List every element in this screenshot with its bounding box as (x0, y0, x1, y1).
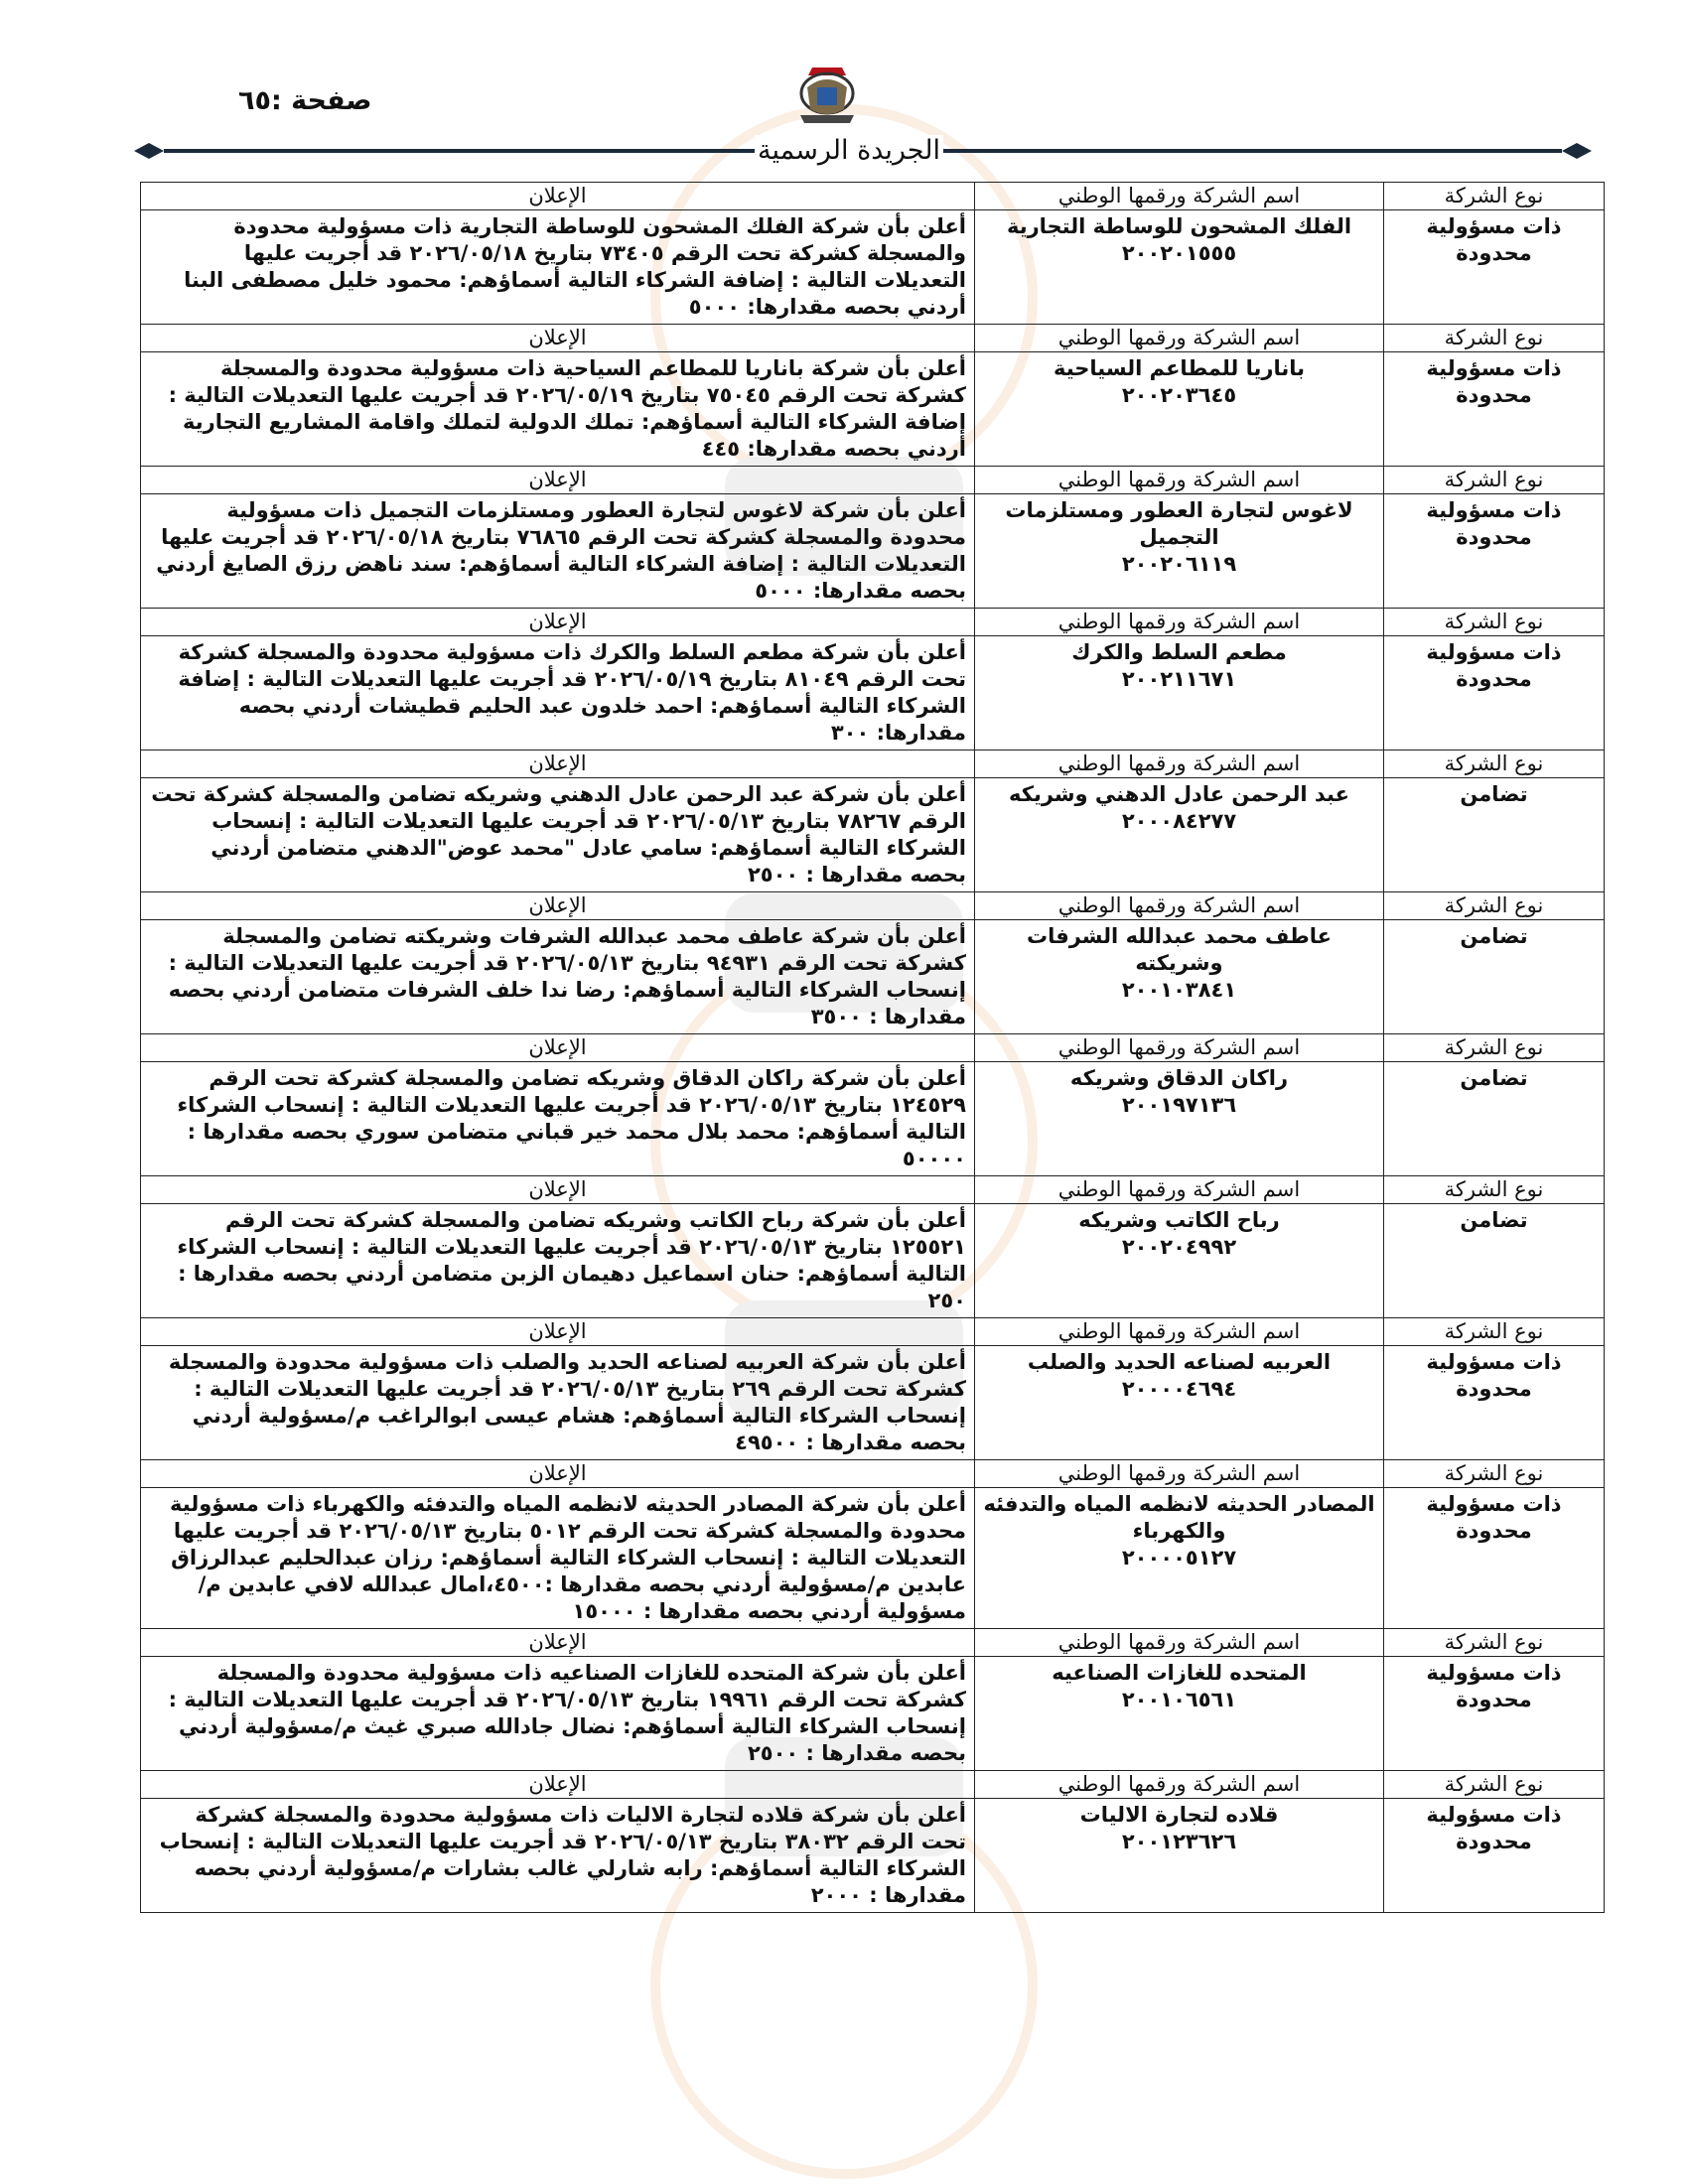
company-name: عاطف محمد عبدالله الشرفات وشريكته (1027, 924, 1332, 975)
national-id: ٢٠٠٢٠٦١١٩ (1121, 552, 1237, 576)
header-notice: الإعلان (141, 1460, 975, 1488)
header-name: اسم الشركة ورقمها الوطني (975, 183, 1384, 210)
company-name: الفلك المشحون للوساطة التجارية (1006, 214, 1352, 238)
company-name-cell (975, 1346, 1384, 1460)
announcement-row (141, 778, 1605, 892)
company-type: تضامن (1384, 1204, 1605, 1318)
company-name-cell (975, 636, 1384, 751)
company-name: باناريا للمطاعم السياحية (1053, 356, 1306, 380)
header-row (141, 1176, 1605, 1204)
company-type: ذات مسؤولية محدودة (1384, 636, 1605, 751)
company-type: ذات مسؤولية محدودة (1384, 1488, 1605, 1629)
announcement-text: أعلن بأن شركة عاطف محمد عبدالله الشرفات وشريكته تضامن والمسجلة كشركة تحت الرقم ٩٤٩٣١ بتاريخ ٢٠٢٦/٠٥/١٣ قد أجريت عليها التعديلات التالية : إنسحاب الشركاء التالية أسماؤهم: رضا ندا خلف الشرفات متضامن أردني بحصه مقدارها : ٣٥٠٠ (141, 920, 975, 1034)
national-id: ٢٠٠٠٠٥١٢٧ (1121, 1546, 1237, 1570)
company-name-cell (975, 1062, 1384, 1176)
national-id: ٢٠٠٢١١٦٧١ (1121, 667, 1237, 691)
announcement-text: أعلن بأن شركة المصادر الحديثه لانظمه المياه والتدفئه والكهرباء ذات مسؤولية محدودة والمسجلة كشركة تحت الرقم ٥٠١٢ بتاريخ ٢٠٢٦/٠٥/١٣ قد أجريت عليها التعديلات التالية : إنسحاب الشركاء التالية أسماؤهم: رزان عبدالحليم عبدالرزاق عابدين م/مسؤولية أردني بحصه مقدارها :٤٥٠٠،امال عبدالله لافي عابدين م/مسؤولية أردني بحصه مقدارها : ١٥٠٠٠ (141, 1488, 975, 1629)
header-name: اسم الشركة ورقمها الوطني (975, 1176, 1384, 1204)
company-name-cell (975, 1657, 1384, 1771)
national-id: ٢٠٠٠٨٤٢٧٧ (1121, 809, 1237, 833)
header-notice: الإعلان (141, 467, 975, 494)
national-id: ٢٠٠١٠٣٨٤١ (1121, 978, 1237, 1002)
announcement-text: أعلن بأن شركة العربيه لصناعه الحديد والصلب ذات مسؤولية محدودة والمسجلة كشركة تحت الرقم ٢٦٩ بتاريخ ٢٠٢٦/٠٥/١٣ قد أجريت عليها التعديلات التالية : إنسحاب الشركاء التالية أسماؤهم: هشام عيسى ابوالراغب م/مسؤولية أردني بحصه مقدارها : ٤٩٥٠٠ (141, 1346, 975, 1460)
company-name: مطعم السلط والكرك (1071, 640, 1287, 664)
company-name: المصادر الحديثه لانظمه المياه والتدفئه والكهرباء (983, 1492, 1375, 1543)
header-row (141, 1034, 1605, 1062)
header-name: اسم الشركة ورقمها الوطني (975, 1034, 1384, 1062)
company-name-cell (975, 1204, 1384, 1318)
company-name: لاغوس لتجارة العطور ومستلزمات التجميل (1005, 498, 1353, 549)
header-notice: الإعلان (141, 1771, 975, 1799)
national-id: ٢٠٠١٢٣٦٢٦ (1121, 1830, 1237, 1853)
national-id: ٢٠٠٢٠٤٩٩٢ (1121, 1235, 1237, 1259)
header-notice: الإعلان (141, 892, 975, 920)
header-notice: الإعلان (141, 609, 975, 636)
national-id: ٢٠٠٢٠١٥٥٥ (1121, 241, 1237, 265)
header-row (141, 751, 1605, 778)
company-name: عبد الرحمن عادل الدهني وشريكه (1009, 782, 1349, 806)
header-type: نوع الشركة (1384, 751, 1605, 778)
national-id: ٢٠٠٠٠٤٦٩٤ (1121, 1377, 1237, 1401)
header-row (141, 892, 1605, 920)
header-type: نوع الشركة (1384, 1176, 1605, 1204)
company-type: ذات مسؤولية محدودة (1384, 1799, 1605, 1913)
national-id: ٢٠٠١٠٦٥٦١ (1121, 1688, 1237, 1711)
header-type: نوع الشركة (1384, 1629, 1605, 1657)
header-type: نوع الشركة (1384, 1034, 1605, 1062)
company-name-cell (975, 1488, 1384, 1629)
announcement-row (141, 1204, 1605, 1318)
announcement-row (141, 1488, 1605, 1629)
header-type: نوع الشركة (1384, 1318, 1605, 1346)
header-row (141, 1460, 1605, 1488)
national-id: ٢٠٠١٩٧١٣٦ (1121, 1093, 1237, 1117)
header-row (141, 467, 1605, 494)
announcement-row (141, 920, 1605, 1034)
header-notice: الإعلان (141, 183, 975, 210)
announcement-text: أعلن بأن شركة رباح الكاتب وشريكه تضامن والمسجلة كشركة تحت الرقم ١٢٥٥٢١ بتاريخ ٢٠٢٦/٠٥/١٣ قد أجريت عليها التعديلات التالية : إنسحاب الشركاء التالية أسماؤهم: حنان اسماعيل دهيمان الزبن متضامن أردني بحصه مقدارها : ٢٥٠ (141, 1204, 975, 1318)
announcement-row (141, 636, 1605, 751)
company-name: راكان الدقاق وشريكه (1069, 1066, 1289, 1090)
gazette-title: الجريدة الرسمية (755, 135, 943, 166)
company-type: تضامن (1384, 920, 1605, 1034)
header-type: نوع الشركة (1384, 609, 1605, 636)
announcement-row (141, 1346, 1605, 1460)
header-name: اسم الشركة ورقمها الوطني (975, 1771, 1384, 1799)
company-name: المتحده للغازات الصناعيه (1052, 1661, 1307, 1685)
announcement-row (141, 352, 1605, 467)
header-row (141, 1771, 1605, 1799)
announcement-text: أعلن بأن شركة لاغوس لتجارة العطور ومستلزمات التجميل ذات مسؤولية محدودة والمسجلة كشركة تحت الرقم ٧٦٨٦٥ بتاريخ ٢٠٢٦/٠٥/١٨ قد أجريت عليها التعديلات التالية : إضافة الشركاء التالية أسماؤهم: سند ناهض رزق الصايغ أردني بحصه مقدارها: ٥٠٠٠ (141, 494, 975, 609)
header-name: اسم الشركة ورقمها الوطني (975, 467, 1384, 494)
announcement-text: أعلن بأن شركة المتحده للغازات الصناعيه ذات مسؤولية محدودة والمسجلة كشركة تحت الرقم ١٩٩٦١ بتاريخ ٢٠٢٦/٠٥/١٣ قد أجريت عليها التعديلات التالية : إنسحاب الشركاء التالية أسماؤهم: نضال جادالله صبري غيث م/مسؤولية أردني بحصه مقدارها : ٢٥٠٠ (141, 1657, 975, 1771)
company-name-cell (975, 1799, 1384, 1913)
company-name-cell (975, 494, 1384, 609)
announcement-row (141, 210, 1605, 325)
header-notice: الإعلان (141, 1629, 975, 1657)
company-type: تضامن (1384, 778, 1605, 892)
header-name: اسم الشركة ورقمها الوطني (975, 1460, 1384, 1488)
header-name: اسم الشركة ورقمها الوطني (975, 892, 1384, 920)
announcement-text: أعلن بأن شركة قلاده لتجارة الاليات ذات مسؤولية محدودة والمسجلة كشركة تحت الرقم ٣٨٠٣٢ بتاريخ ٢٠٢٦/٠٥/١٣ قد أجريت عليها التعديلات التالية : إنسحاب الشركاء التالية أسماؤهم: رابه شارلي غالب بشارات م/مسؤولية أردني بحصه مقدارها : ٢٠٠٠ (141, 1799, 975, 1913)
header-type: نوع الشركة (1384, 183, 1605, 210)
announcement-text: أعلن بأن شركة باناريا للمطاعم السياحية ذات مسؤولية محدودة والمسجلة كشركة تحت الرقم ٧٥٠٤٥ بتاريخ ٢٠٢٦/٠٥/١٩ قد أجريت عليها التعديلات التالية : إضافة الشركاء التالية أسماؤهم: تملك الدولية لتملك واقامة المشاريع التجارية أردني بحصه مقدارها: ٤٤٥ (141, 352, 975, 467)
header-row (141, 1318, 1605, 1346)
announcement-row (141, 1799, 1605, 1913)
header-type: نوع الشركة (1384, 1460, 1605, 1488)
announcement-row (141, 1657, 1605, 1771)
header-name: اسم الشركة ورقمها الوطني (975, 751, 1384, 778)
company-name-cell (975, 778, 1384, 892)
header-notice: الإعلان (141, 751, 975, 778)
header-type: نوع الشركة (1384, 325, 1605, 352)
company-type: ذات مسؤولية محدودة (1384, 352, 1605, 467)
company-name: رباح الكاتب وشريكه (1078, 1208, 1280, 1232)
header-name: اسم الشركة ورقمها الوطني (975, 609, 1384, 636)
header-name: اسم الشركة ورقمها الوطني (975, 325, 1384, 352)
announcement-text: أعلن بأن شركة مطعم السلط والكرك ذات مسؤولية محدودة والمسجلة كشركة تحت الرقم ٨١٠٤٩ بتاريخ ٢٠٢٦/٠٥/١٩ قد أجريت عليها التعديلات التالية : إضافة الشركاء التالية أسماؤهم: احمد خلدون عبد الحليم قطيشات أردني بحصه مقدارها: ٣٠٠ (141, 636, 975, 751)
header-notice: الإعلان (141, 1176, 975, 1204)
header-row (141, 1629, 1605, 1657)
announcement-row (141, 494, 1605, 609)
company-name-cell (975, 920, 1384, 1034)
header-type: نوع الشركة (1384, 467, 1605, 494)
company-type: ذات مسؤولية محدودة (1384, 210, 1605, 325)
header-name: اسم الشركة ورقمها الوطني (975, 1629, 1384, 1657)
announcement-text: أعلن بأن شركة راكان الدقاق وشريكه تضامن والمسجلة كشركة تحت الرقم ١٢٤٥٢٩ بتاريخ ٢٠٢٦/٠٥/١٣ قد أجريت عليها التعديلات التالية : إنسحاب الشركاء التالية أسماؤهم: محمد بلال محمد خير قباني متضامن سوري بحصه مقدارها : ٥٠٠٠٠ (141, 1062, 975, 1176)
company-name: العربيه لصناعه الحديد والصلب (1027, 1350, 1332, 1374)
header-type: نوع الشركة (1384, 892, 1605, 920)
company-name-cell (975, 210, 1384, 325)
header-row (141, 609, 1605, 636)
announcements-table (140, 182, 1605, 1913)
company-type: تضامن (1384, 1062, 1605, 1176)
announcement-text: أعلن بأن شركة الفلك المشحون للوساطة التجارية ذات مسؤولية محدودة والمسجلة كشركة تحت الرقم ٧٣٤٠٥ بتاريخ ٢٠٢٦/٠٥/١٨ قد أجريت عليها التعديلات التالية : إضافة الشركاء التالية أسماؤهم: محمود خليل مصطفى البنا أردني بحصه مقدارها: ٥٠٠٠ (141, 210, 975, 325)
company-name: قلاده لتجارة الاليات (1079, 1803, 1279, 1827)
header-type: نوع الشركة (1384, 1771, 1605, 1799)
header-notice: الإعلان (141, 1034, 975, 1062)
announcement-text: أعلن بأن شركة عبد الرحمن عادل الدهني وشريكه تضامن والمسجلة كشركة تحت الرقم ٧٨٢٦٧ بتاريخ ٢٠٢٦/٠٥/١٣ قد أجريت عليها التعديلات التالية : إنسحاب الشركاء التالية أسماؤهم: سامي عادل "محمد عوض"الدهني متضامن أردني بحصه مقدارها : ٢٥٠٠ (141, 778, 975, 892)
header-name: اسم الشركة ورقمها الوطني (975, 1318, 1384, 1346)
company-name-cell (975, 352, 1384, 467)
coat-of-arms-emblem (792, 58, 862, 125)
company-type: ذات مسؤولية محدودة (1384, 1657, 1605, 1771)
company-type: ذات مسؤولية محدودة (1384, 1346, 1605, 1460)
header-notice: الإعلان (141, 1318, 975, 1346)
company-type: ذات مسؤولية محدودة (1384, 494, 1605, 609)
page-number: صفحة :٦٥ (238, 85, 372, 116)
national-id: ٢٠٠٢٠٣٦٤٥ (1121, 383, 1237, 407)
announcement-row (141, 1062, 1605, 1176)
header-row (141, 325, 1605, 352)
header-notice: الإعلان (141, 325, 975, 352)
header-row (141, 183, 1605, 210)
